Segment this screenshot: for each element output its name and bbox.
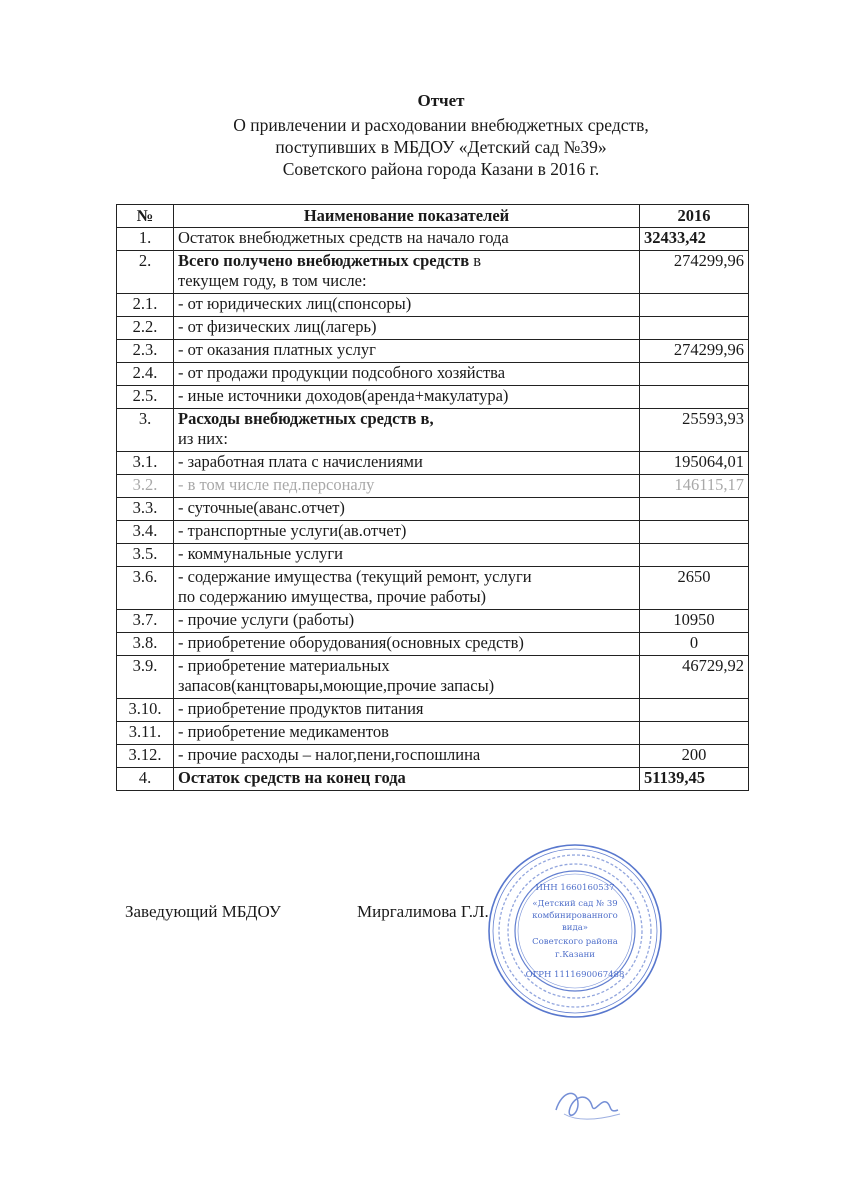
stamp-inner-line-2: комбинированного <box>532 911 618 921</box>
stamp-inner-line-4: Советского района <box>532 937 618 947</box>
row-num: 3.7. <box>117 610 174 633</box>
row-num: 2.2. <box>117 317 174 340</box>
row-value <box>640 317 749 340</box>
row-value: 32433,42 <box>640 228 749 251</box>
report-table <box>116 204 749 791</box>
row-num: 2. <box>117 251 174 294</box>
table-row <box>117 251 749 294</box>
table-row <box>117 294 749 317</box>
row-name: - приобретение медикаментов <box>174 722 640 745</box>
row-name <box>174 656 640 699</box>
stamp-inner-line-3: вида» <box>562 923 588 933</box>
header-line-1: О привлечении и расходовании внебюджетных средств, <box>233 115 649 135</box>
header-line-3: Советского района города Казани в 2016 г. <box>282 159 600 179</box>
row-name: - прочие услуги (работы) <box>174 610 640 633</box>
table-row <box>117 544 749 567</box>
row-num: 3.1. <box>117 452 174 475</box>
signer-name: Миргалимова Г.Л. <box>357 902 489 921</box>
table-row <box>117 521 749 544</box>
row-name-line1: - приобретение материальных <box>178 656 390 675</box>
row-name: - от оказания платных услуг <box>174 340 640 363</box>
stamp-inner-line-1: «Детский сад № 39 <box>532 899 618 909</box>
row-value <box>640 498 749 521</box>
row-name-line2: запасов(канцтовары,моющие,прочие запасы) <box>178 676 495 695</box>
row-num: 3.8. <box>117 633 174 656</box>
row-name: - заработная плата с начислениями <box>174 452 640 475</box>
row-name <box>174 251 640 294</box>
row-name: - от юридических лиц(спонсоры) <box>174 294 640 317</box>
table-row <box>117 656 749 699</box>
table-row <box>117 498 749 521</box>
signature-block <box>125 902 489 922</box>
row-value: 2650 <box>640 567 749 610</box>
col-header-num: № <box>117 205 174 228</box>
row-name: Остаток средств на конец года <box>174 768 640 791</box>
row-num: 3.10. <box>117 699 174 722</box>
row-name: - прочие расходы – налог,пени,госпошлина <box>174 745 640 768</box>
document-title: Отчет <box>417 91 465 110</box>
table-row <box>117 475 749 498</box>
row-value: 274299,96 <box>640 251 749 294</box>
document-header <box>0 90 842 180</box>
table-row <box>117 386 749 409</box>
row-value <box>640 386 749 409</box>
row-name-line2: из них: <box>178 429 228 448</box>
row-name: - в том числе пед.персоналу <box>174 475 640 498</box>
row-value <box>640 294 749 317</box>
row-name: - коммунальные услуги <box>174 544 640 567</box>
row-num: 4. <box>117 768 174 791</box>
table-row <box>117 633 749 656</box>
row-num: 3.11. <box>117 722 174 745</box>
stamp-ogrn-text: ОГРН 1111690067488 <box>525 970 625 980</box>
table-row <box>117 610 749 633</box>
row-value <box>640 699 749 722</box>
row-value <box>640 521 749 544</box>
row-num: 2.5. <box>117 386 174 409</box>
row-num: 2.3. <box>117 340 174 363</box>
stamp-inner-line-5: г.Казани <box>555 950 595 960</box>
row-value: 0 <box>640 633 749 656</box>
row-name: - от физических лиц(лагерь) <box>174 317 640 340</box>
row-name: - транспортные услуги(ав.отчет) <box>174 521 640 544</box>
row-value: 200 <box>640 745 749 768</box>
row-name-line1: Расходы внебюджетных средств в, <box>178 409 434 428</box>
row-name-bold: Всего получено внебюджетных средств <box>178 251 470 270</box>
row-num: 2.4. <box>117 363 174 386</box>
col-header-year: 2016 <box>640 205 749 228</box>
table-row <box>117 363 749 386</box>
table-row <box>117 567 749 610</box>
col-header-name: Наименование показателей <box>174 205 640 228</box>
row-name-line1: - содержание имущества (текущий ремонт, услуги <box>178 567 532 586</box>
row-name <box>174 409 640 452</box>
row-value: 25593,93 <box>640 409 749 452</box>
row-name: - от продажи продукции подсобного хозяйства <box>174 363 640 386</box>
table-row <box>117 409 749 452</box>
row-value: 46729,92 <box>640 656 749 699</box>
table-row <box>117 745 749 768</box>
signer-position: Заведующий МБДОУ <box>125 902 281 921</box>
row-name-line2: текущем году, в том числе: <box>178 271 367 290</box>
row-name-rest: в <box>469 251 482 270</box>
row-num: 3.9. <box>117 656 174 699</box>
table-row <box>117 722 749 745</box>
row-name: - иные источники доходов(аренда+макулатура) <box>174 386 640 409</box>
table-row <box>117 768 749 791</box>
row-value: 146115,17 <box>640 475 749 498</box>
row-name: - приобретение продуктов питания <box>174 699 640 722</box>
row-num: 3.12. <box>117 745 174 768</box>
table-header-row <box>117 205 749 228</box>
row-name-line2: по содержанию имущества, прочие работы) <box>178 587 487 606</box>
table-row <box>117 317 749 340</box>
row-num: 3.2. <box>117 475 174 498</box>
row-value <box>640 363 749 386</box>
handwritten-signature-icon <box>548 1080 628 1130</box>
header-line-2: поступивших в МБДОУ «Детский сад №39» <box>275 137 607 157</box>
row-num: 3.3. <box>117 498 174 521</box>
table-row <box>117 452 749 475</box>
row-name: - приобретение оборудования(основных средств) <box>174 633 640 656</box>
row-name: Остаток внебюджетных средств на начало года <box>174 228 640 251</box>
table-row <box>117 699 749 722</box>
official-stamp-icon <box>486 842 664 1020</box>
row-name <box>174 567 640 610</box>
row-num: 3. <box>117 409 174 452</box>
row-value <box>640 544 749 567</box>
row-num: 3.6. <box>117 567 174 610</box>
row-name: - суточные(аванс.отчет) <box>174 498 640 521</box>
row-value: 51139,45 <box>640 768 749 791</box>
row-num: 2.1. <box>117 294 174 317</box>
row-num: 3.4. <box>117 521 174 544</box>
row-value <box>640 722 749 745</box>
table-row <box>117 340 749 363</box>
row-value: 274299,96 <box>640 340 749 363</box>
row-value: 195064,01 <box>640 452 749 475</box>
row-num: 1. <box>117 228 174 251</box>
table-row <box>117 228 749 251</box>
row-num: 3.5. <box>117 544 174 567</box>
row-value: 10950 <box>640 610 749 633</box>
stamp-inn-text: ИНН 1660160537 <box>535 883 615 893</box>
